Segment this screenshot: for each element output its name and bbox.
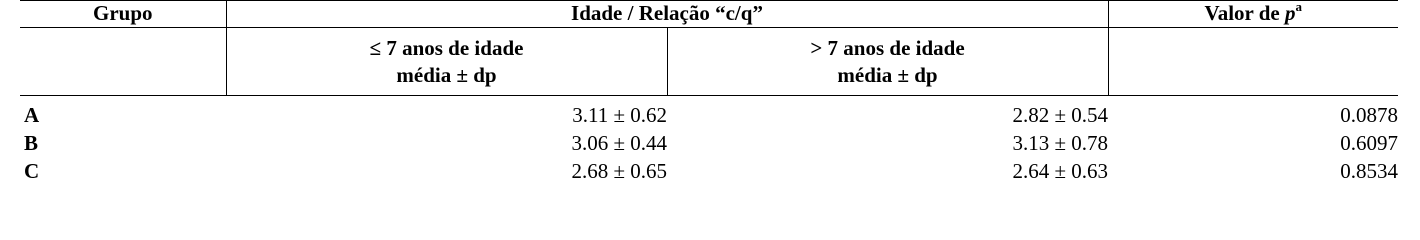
- subheader-gt7-line1: > 7 anos de idade: [810, 36, 965, 60]
- row-p-value: 0.8534: [1340, 159, 1398, 183]
- row-group-label: B: [24, 131, 39, 155]
- subheader-gt7: [667, 28, 1108, 96]
- header-valor-de-p: [1108, 1, 1398, 28]
- row-p-value: 0.0878: [1340, 103, 1398, 127]
- row-p-value: 0.6097: [1340, 131, 1398, 155]
- row-gt7-value: 3.13 ± 0.78: [1012, 131, 1108, 155]
- table-row: [20, 96, 1398, 130]
- subheader-gt7-line2: média ± dp: [837, 63, 938, 87]
- row-group-label: A: [24, 103, 40, 127]
- row-le7-value: 3.06 ± 0.44: [571, 131, 667, 155]
- subheader-row: [20, 28, 1398, 96]
- row-le7-value: 3.11 ± 0.62: [572, 103, 667, 127]
- row-gt7-value: 2.64 ± 0.63: [1012, 159, 1108, 183]
- results-table: [20, 0, 1398, 185]
- table-row: [20, 157, 1398, 185]
- table-row: [20, 129, 1398, 157]
- header-grupo: Grupo: [20, 1, 226, 28]
- subheader-le7: [226, 28, 667, 96]
- subheader-le7-line2: média ± dp: [396, 63, 497, 87]
- header-superscript: a: [1295, 0, 1302, 14]
- subheader-empty-right: [1108, 28, 1398, 96]
- header-valor-de-text: Valor de: [1204, 1, 1285, 25]
- header-idade-relacao: Idade / Relação “c/q”: [226, 1, 1108, 28]
- subheader-le7-line1: ≤ 7 anos de idade: [369, 36, 524, 60]
- subheader-empty-left: [20, 28, 226, 96]
- header-row: [20, 1, 1398, 28]
- row-gt7-value: 2.82 ± 0.54: [1012, 103, 1108, 127]
- header-p-italic: p: [1285, 1, 1296, 25]
- row-group-label: C: [24, 159, 40, 183]
- row-le7-value: 2.68 ± 0.65: [571, 159, 667, 183]
